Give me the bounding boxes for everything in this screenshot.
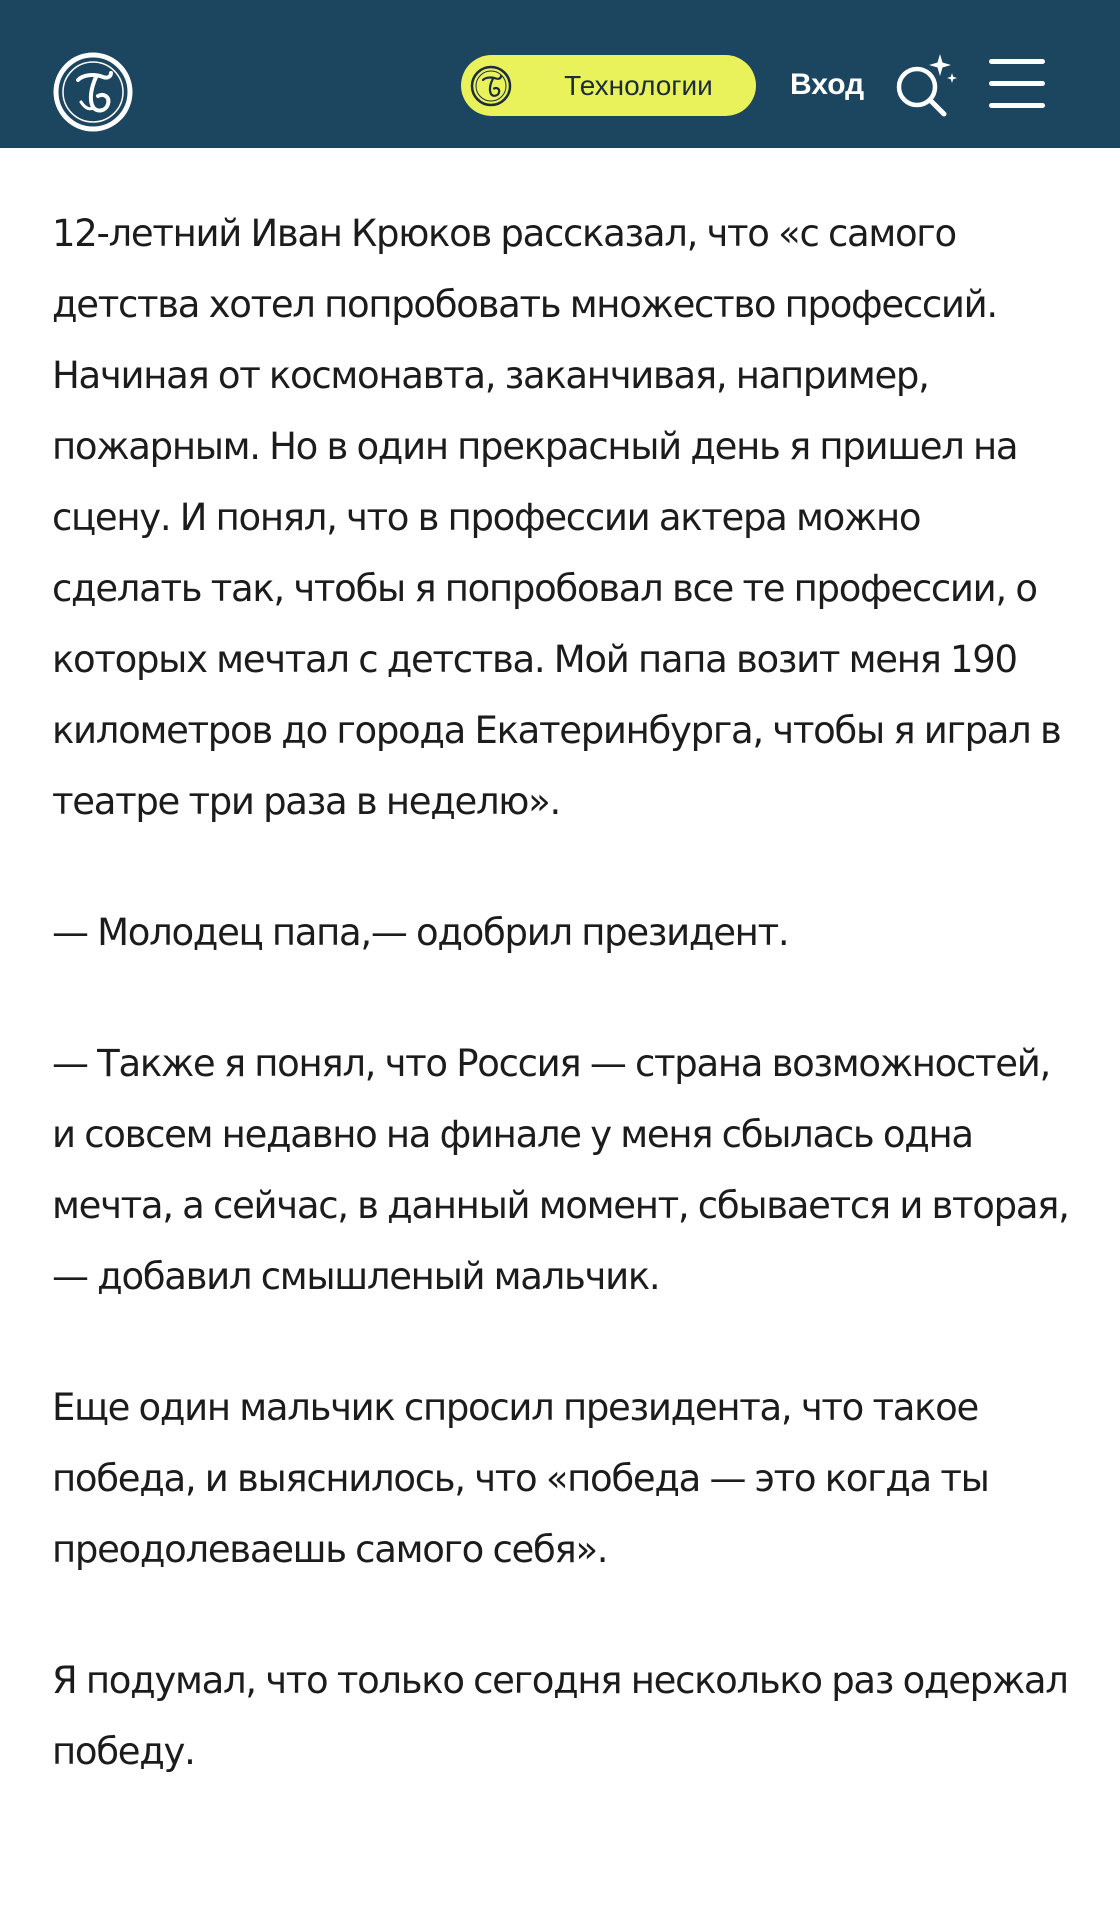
article-paragraph: 12-летний Иван Крюков рассказал, что «с самого детства хотел попробовать множество профессий. Начиная от космонавта, заканчивая, например, пожарным. Но в один прекрасный день я пришел на сцену. И понял, что в профессии актера можно сделать так, чтобы я попробовал все те профессии, о которых мечтал с детства. Мой папа возит меня 190 километров до города Екатеринбурга, чтобы я играл в театре три раза в неделю». <box>52 212 1061 823</box>
site-header <box>0 0 1120 148</box>
article-paragraph: Еще один мальчик спросил президента, что такое победа, и выяснилось, что «победа — это когда ты преодолеваешь самого себя». <box>52 1386 989 1571</box>
rubric-label: Технологии <box>564 70 713 101</box>
article-paragraph: — Также я понял, что Россия — страна возможностей, и совсем недавно на финале у меня сбылась одна мечта, а сейчас, в данный момент, сбывается и вторая,— добавил смышленый мальчик. <box>52 1042 1069 1298</box>
hamburger-menu-icon <box>985 55 1049 113</box>
ai-search-sparkle-icon <box>892 50 962 120</box>
article-paragraph: — Молодец папа,— одобрил президент. <box>52 911 789 954</box>
login-link[interactable]: Вход <box>790 68 865 101</box>
article-paragraph: Я подумал, что только сегодня несколько раз одержал победу. <box>52 1659 1068 1773</box>
kommersant-k-logo-icon <box>51 50 135 134</box>
rubric-tag-button[interactable] <box>461 55 756 116</box>
search-button[interactable] <box>892 50 962 120</box>
article-body <box>52 198 1072 1847</box>
menu-button[interactable] <box>985 55 1049 113</box>
kommersant-k-logo-icon <box>468 63 514 109</box>
site-logo-link[interactable] <box>51 50 135 134</box>
